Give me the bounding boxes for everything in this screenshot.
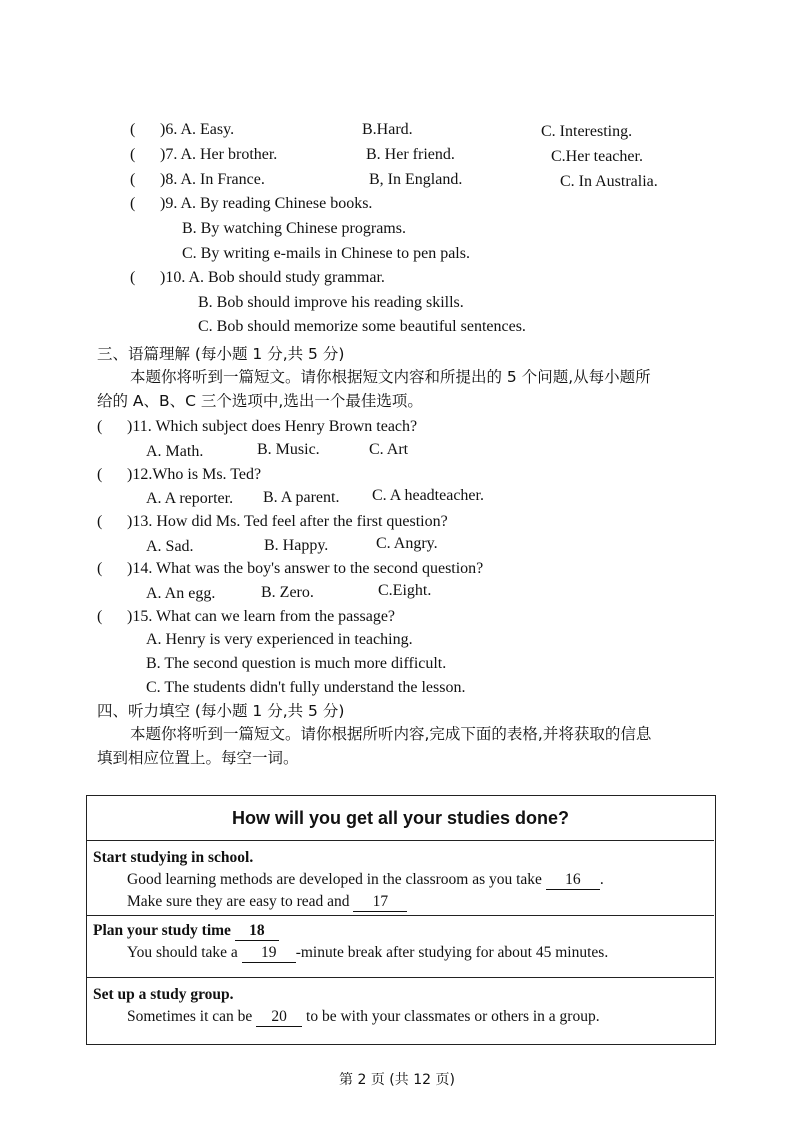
question-7: ( )7. A. Her brother.: [130, 146, 278, 163]
question-13-option-a: A. Sad.: [146, 538, 194, 555]
question-13: ( )13. How did Ms. Ted feel after the first question?: [97, 513, 448, 530]
question-14-option-b: B. Zero.: [261, 584, 314, 601]
question-6-option-b: B.Hard.: [362, 121, 413, 138]
question-11-option-b: B. Music.: [257, 441, 320, 458]
row-text: Sometimes it can be 20 to be with your classmates or others in a group.: [127, 1008, 600, 1025]
question-8-option-c: C. In Australia.: [560, 173, 658, 190]
table-row: [87, 841, 714, 916]
question-7-option-b: B. Her friend.: [366, 146, 455, 163]
question-7-option-c: C.Her teacher.: [551, 148, 643, 165]
row-text: Make sure they are easy to read and 17: [127, 893, 407, 912]
table-row: [87, 916, 714, 978]
question-13-option-b: B. Happy.: [264, 537, 329, 554]
question-15-option-b: B. The second question is much more difficult.: [146, 655, 447, 672]
question-15: ( )15. What can we learn from the passage?: [97, 608, 396, 625]
section-4-instruction-2: 填到相应位置上。每空一词。: [97, 749, 299, 767]
question-8: ( )8. A. In France.: [130, 171, 265, 188]
row-heading: Plan your study time 18: [93, 922, 279, 941]
question-11-option-a: A. Math.: [146, 443, 204, 460]
section-3-instruction-1: 本题你将听到一篇短文。请你根据短文内容和所提出的 5 个问题,从每小题所: [130, 368, 651, 386]
question-14-option-a: A. An egg.: [146, 585, 216, 602]
question-9: ( )9. A. By reading Chinese books.: [130, 195, 373, 212]
question-10-option-c: C. Bob should memorize some beautiful sentences.: [198, 318, 526, 335]
question-11-option-c: C. Art: [369, 441, 409, 458]
question-9-option-b: B. By watching Chinese programs.: [182, 220, 406, 237]
page-footer: 第 2 页 (共 12 页): [339, 1072, 455, 1088]
question-10-option-b: B. Bob should improve his reading skills.: [198, 294, 464, 311]
blank-19[interactable]: 19: [242, 944, 296, 963]
row-heading: Set up a study group.: [93, 986, 234, 1003]
question-10: ( )10. A. Bob should study grammar.: [130, 269, 385, 286]
row-text: Good learning methods are developed in the classroom as you take 16 .: [127, 871, 604, 888]
question-11: ( )11. Which subject does Henry Brown teach?: [97, 418, 418, 435]
question-14: ( )14. What was the boy's answer to the second question?: [97, 560, 484, 577]
section-4-title: 四、听力填空 (每小题 1 分,共 5 分): [97, 702, 345, 720]
question-9-option-c: C. By writing e-mails in Chinese to pen pals.: [182, 245, 470, 262]
table-title: How will you get all your studies done?: [87, 796, 714, 841]
question-15-option-a: A. Henry is very experienced in teaching.: [146, 631, 413, 648]
question-14-option-c: C.Eight.: [378, 582, 432, 599]
question-13-option-c: C. Angry.: [376, 535, 438, 552]
question-8-option-b: B, In England.: [369, 171, 463, 188]
blank-17[interactable]: 17: [353, 893, 407, 912]
section-4-instruction-1: 本题你将听到一篇短文。请你根据所听内容,完成下面的表格,并将获取的信息: [130, 725, 652, 743]
section-3-instruction-2: 给的 A、B、C 三个选项中,选出一个最佳选项。: [97, 392, 423, 410]
question-12-option-a: A. A reporter.: [146, 490, 234, 507]
row-text: You should take a 19 -minute break after studying for about 45 minutes.: [127, 944, 609, 961]
row-heading: Start studying in school.: [93, 849, 254, 866]
blank-16[interactable]: 16: [546, 871, 600, 890]
blank-18[interactable]: 18: [235, 922, 279, 941]
question-12-option-b: B. A parent.: [263, 489, 340, 506]
table-row: [87, 978, 714, 1044]
listening-table: [86, 795, 716, 1045]
question-6-option-c: C. Interesting.: [541, 123, 633, 140]
section-3-title: 三、语篇理解 (每小题 1 分,共 5 分): [97, 345, 345, 363]
question-12-option-c: C. A headteacher.: [372, 487, 484, 504]
question-15-option-c: C. The students didn't fully understand the lesson.: [146, 679, 466, 696]
blank-20[interactable]: 20: [256, 1008, 302, 1027]
question-12: ( )12.Who is Ms. Ted?: [97, 466, 262, 483]
question-6: ( )6. A. Easy.: [130, 121, 235, 138]
